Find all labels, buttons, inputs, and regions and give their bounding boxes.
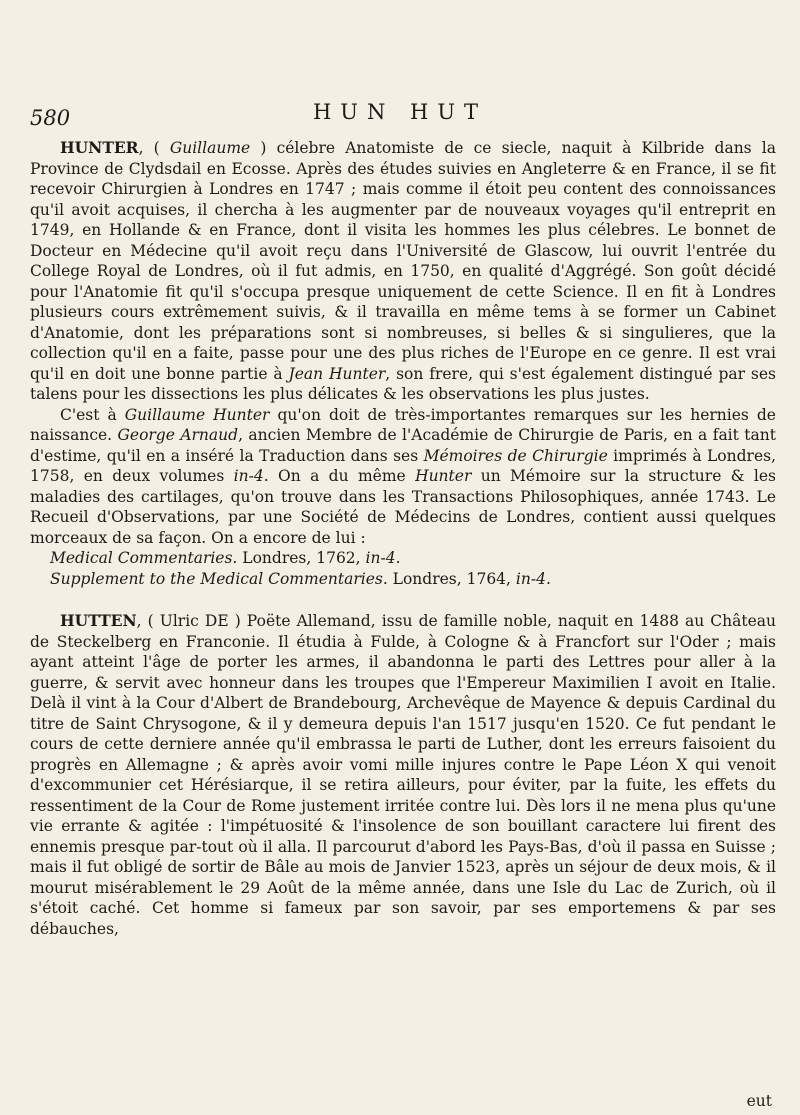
text-run: imprimés à Londres, 1758, en deux volumes: [30, 446, 777, 485]
text-run: qu'on doit de très-importantes remarques sur les hernies de naissance.: [30, 405, 776, 444]
italic-text: Guillaume: [169, 139, 251, 157]
text-run: . On a du même: [263, 467, 416, 485]
entry-paragraph: [30, 138, 776, 405]
text-run: Londres, 1764,: [387, 569, 516, 588]
text-run: .: [395, 549, 401, 567]
text-run: C'est à: [60, 405, 125, 424]
italic-text: Supplement to the Medical Commentaries.: [50, 569, 388, 588]
headword: HUTTEN: [60, 611, 137, 630]
text-run: , (: [138, 139, 170, 157]
italic-text: George Arnaud: [117, 426, 239, 444]
text-run: , ( Ulric DE ) Poëte Allemand, issu de famille noble, naquit en 1488 au Château de Steckelberg en Franconie. Il étudia à Fulde, à Cologne & à Francfort sur l'Oder ; mais ayant atteint l'âge de porter les armes, il abandonna le parti des Lettres pour aller à la guerre, & servit avec honneur dans les troupes que l'Empereur Maximilien I avoit en Italie. Delà il vint à la Cour d'Albert de Brandebourg, Archevêque de Mayence & depuis Cardinal du titre de Saint Chrysogone, & il y demeura depuis l'an 1517 jusqu'en 1520. Ce fut pendant le cours de cette derniere année qu'il embrassa le parti de Luther, dont les erreurs faisoient du progrès en Allemagne ; & après avoir vomi mille injures contre le Pape Léon X qui venoit d'excommunier cet Hérésiarque, il se retira ailleurs, pour éviter, par la fuite, les effets du ressentiment de la Cour de Rome justement irritée contre lui. Dès lors il ne mena plus qu'une vie errante & agitée : l'impétuosité & l'insolence de son bouillant caractere lui firent des ennemis presque par-tout où il alla. Il parcourut d'abord les Pays-Bas, d'où il passa en Suisse ; mais il fut obligé de sortir de Bâle au mois de Janvier 1523, après un séjour de deux mois, & il mourut misérablement le 29 Août de la même année, dans une Isle du Lac de Zurich, où il s'étoit caché. Cet homme si fameux par son savoir, par ses emportemens & par ses débauches,: [30, 612, 776, 938]
entry-paragraph: [30, 405, 776, 549]
italic-text: in-4: [515, 569, 546, 588]
text-run: , ancien Membre de l'Académie de Chirurgie de Paris, en a fait tant d'estime, qu'il en a inséré la Traduction dans ses: [30, 426, 776, 465]
italic-text: Guillaume Hunter: [124, 405, 270, 424]
italic-text: in-4: [233, 467, 264, 485]
italic-text: Mémoires de Chirurgie: [423, 446, 608, 465]
bibliographic-reference: [30, 548, 776, 569]
text-run: ) célebre Anatomiste de ce siecle, naquit à Kilbride dans la Province de Clydsdail en Ecosse. Après des études suivies en Angleterre & en France, il se fit recevoir Chirurgien à Londres en 1747 ; mais comme il étoit peu content des connoissances qu'il avoit acquises, il chercha à les augmenter par de nouveaux voyages qu'il entreprit en 1749, en Hollande & en France, dont il visita les hommes les plus célebres. Le bonnet de Docteur en Médecine qu'il avoit reçu dans l'Université de Glascow, lui ouvrit l'entrée du College Royal de Londres, où il fut admis, en 1750, en qualité d'Aggrégé. Son goût décidé pour l'Anatomie fit qu'il s'occupa presque uniquement de cette Science. Il en fit à Londres plusieurs cours extrêmement suivis, & il travailla en même tems à se former un Cabinet d'Anatomie, dont les préparations sont si nombreuses, si belles & si singulieres, que la collection qu'il en a faite, passe pour une des plus riches de l'Europe en ce genre. Il est vrai qu'il en doit une bonne partie à: [30, 139, 776, 383]
running-head: HUN HUT: [312, 100, 488, 124]
italic-text: Medical Commentaries.: [50, 549, 238, 567]
text-run: .: [545, 569, 551, 588]
entry-hutten: [30, 611, 776, 939]
text-run: , son frere, qui s'est également distingué par ses talens pour les dissections les plus délicates & les observations les plus justes.: [30, 364, 776, 403]
entry-paragraph: [30, 611, 776, 939]
italic-text: Hunter: [415, 467, 472, 485]
italic-text: Jean Hunter: [288, 364, 386, 383]
bibliographic-reference: [30, 569, 776, 590]
headword: HUNTER: [60, 138, 139, 157]
catchword: eut: [746, 1092, 772, 1110]
italic-text: in-4: [365, 549, 396, 567]
text-run: Londres, 1762,: [237, 549, 366, 567]
entry-hunter: [30, 138, 776, 589]
dictionary-body: [30, 138, 776, 939]
text-run: un Mémoire sur la structure & les maladies des cartilages, qu'on trouve dans les Transactions Philosophiques, année 1743. Le Recueil d'Observations, par une Société de Médecins de Londres, contient aussi quelques morceaux de sa façon. On a encore de lui :: [30, 467, 776, 547]
page-number: 580: [30, 106, 71, 130]
